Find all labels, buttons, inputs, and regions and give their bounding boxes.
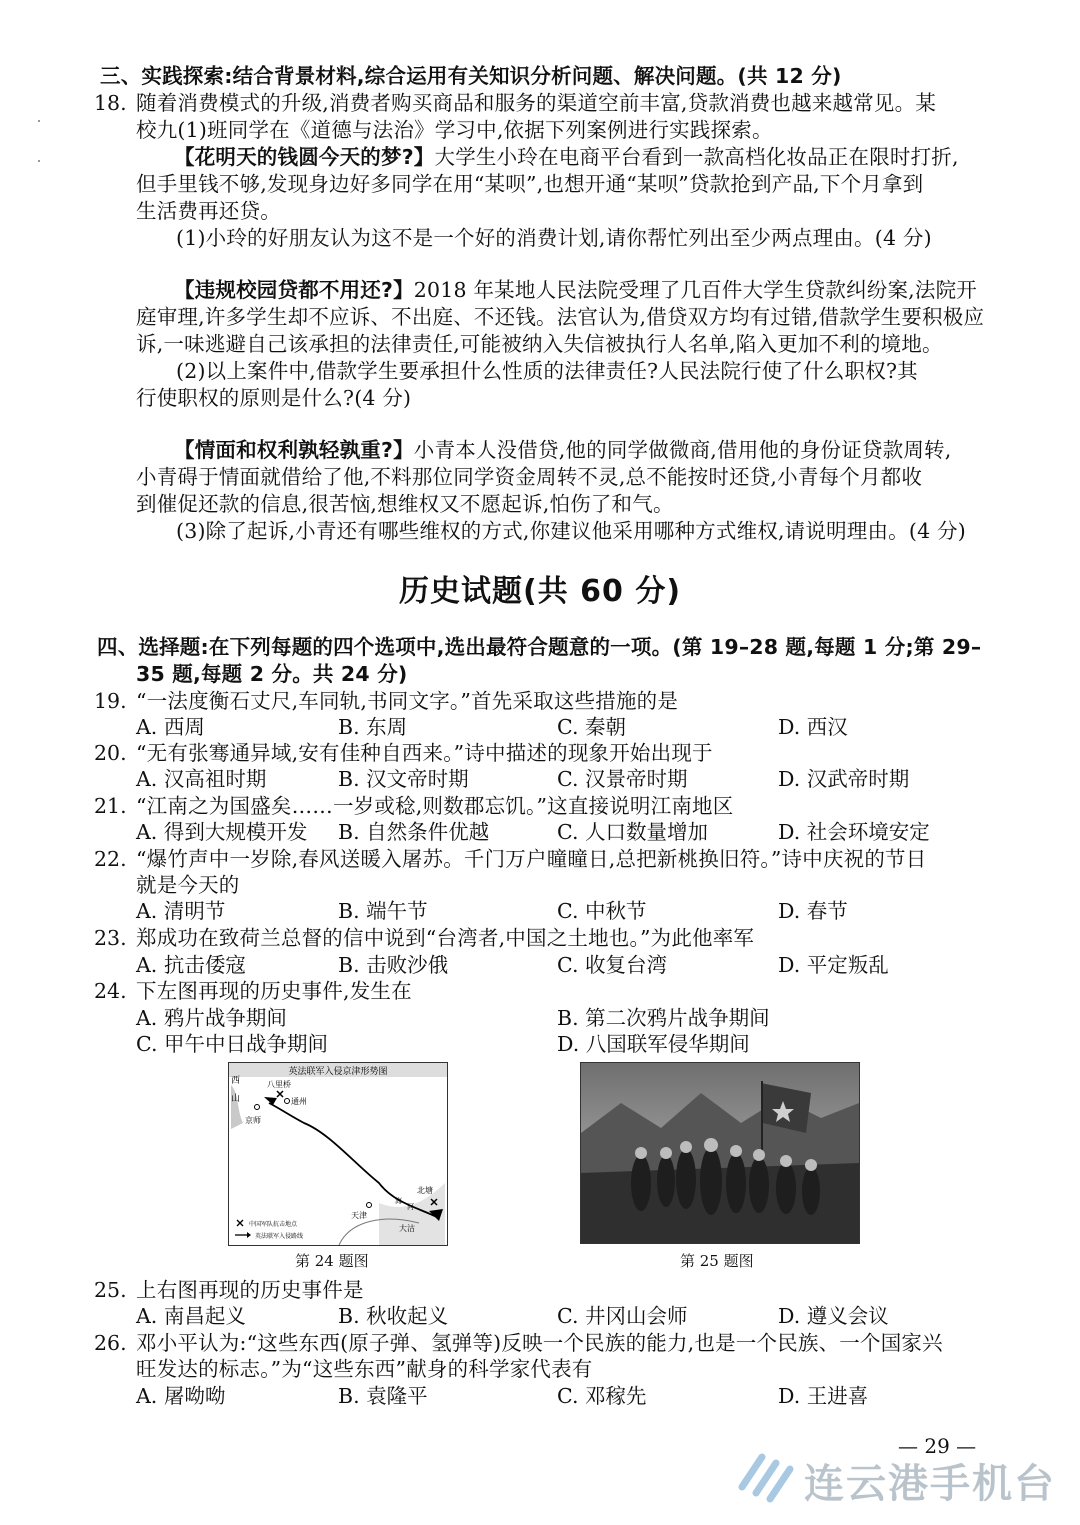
- map-label: 天津: [351, 1211, 367, 1220]
- case-3-text: 小青本人没借贷,他的同学做微商,借用他的身份证贷款周转,: [413, 438, 952, 462]
- scan-speck: [38, 120, 40, 122]
- option-a: A. 西周: [136, 715, 205, 739]
- option-d: D. 社会环境安定: [778, 820, 930, 844]
- case-1-paragraph: [174, 144, 959, 171]
- map-label: 通州: [291, 1097, 307, 1106]
- sub-question-2: (2)以上案件中,借款学生要承担什么性质的法律责任?人民法院行使了什么职权?其: [176, 359, 918, 383]
- map-label: 大沽: [399, 1224, 415, 1233]
- question-number: 24.: [94, 979, 127, 1003]
- section-4-header: 四、选择题:在下列每题的四个选项中,选出最符合题意的一项。(第 19–28 题,每题 1 分;第 29–: [97, 635, 982, 659]
- map-drawing: [229, 1063, 447, 1245]
- question-stem: 邓小平认为:“这些东西(原子弹、氢弹等)反映一个民族的能力,也是一个民族、一个国家兴: [136, 1331, 943, 1355]
- case-2-line: 诉,一味逃避自己该承担的法律责任,可能被纳入失信被执行人名单,陷入更加不利的境地。: [136, 332, 943, 356]
- option-a: A. 抗击倭寇: [136, 953, 246, 977]
- question-number: 25.: [94, 1278, 127, 1302]
- question-number: 20.: [94, 741, 127, 765]
- option-c: C. 中秋节: [557, 899, 647, 923]
- figure-24-map: [228, 1062, 448, 1246]
- option-d: D. 春节: [778, 899, 848, 923]
- option-a: A. 屠呦呦: [136, 1384, 226, 1408]
- question-stem: 上右图再现的历史事件是: [136, 1278, 364, 1302]
- option-b: B. 端午节: [338, 899, 428, 923]
- watermark-text: 连云港手机台: [804, 1461, 1056, 1507]
- q18-stem-line: 随着消费模式的升级,消费者购买商品和服务的渠道空前丰富,贷款消费也越来越常见。某: [136, 91, 937, 115]
- question-stem: “江南之为国盛矣……一岁或稔,则数郡忘饥。”这直接说明江南地区: [136, 794, 734, 818]
- case-2-text: 2018 年某地人民法院受理了几百件大学生贷款纠纷案,法院开: [413, 278, 977, 302]
- option-d: D. 平定叛乱: [778, 953, 889, 977]
- map-label: 北塘: [417, 1186, 433, 1195]
- case-1-title: 【花明天的钱圆今天的梦?】: [174, 145, 435, 169]
- q18-stem-line: 校九(1)班同学在《道德与法治》学习中,依据下列案例进行实践探索。: [136, 118, 773, 142]
- option-c: C. 邓稼先: [557, 1384, 647, 1408]
- sub-question-3: (3)除了起诉,小青还有哪些维权的方式,你建议他采用哪种方式维权,请说明理由。(4 分): [176, 519, 966, 543]
- question-number: 19.: [94, 689, 127, 713]
- sub-question-1: (1)小玲的好朋友认为这不是一个好的消费计划,请你帮忙列出至少两点理由。(4 分): [176, 226, 932, 250]
- question-stem: “爆竹声中一岁除,春风送暖入屠苏。千门万户曈曈日,总把新桃换旧符。”诗中庆祝的节日: [136, 847, 927, 871]
- option-b: B. 秋收起义: [338, 1304, 449, 1328]
- option-a: A. 清明节: [136, 899, 226, 923]
- legend-label: 中国军队抗击地点: [249, 1221, 298, 1228]
- option-a: A. 南昌起义: [136, 1304, 246, 1328]
- map-label: 京师: [245, 1116, 261, 1125]
- option-c: C. 人口数量增加: [557, 820, 708, 844]
- case-3-line: 小青碍于情面就借给了他,不料那位同学资金周转不灵,总不能按时还贷,小青每个月都收: [136, 465, 923, 489]
- option-d: D. 遵义会议: [778, 1304, 889, 1328]
- option-b: B. 袁隆平: [338, 1384, 428, 1408]
- case-1-line: 但手里钱不够,发现身边好多同学在用“某呗”,也想开通“某呗”贷款抢到产品,下个月拿到: [136, 172, 924, 196]
- option-d: D. 王进喜: [778, 1384, 869, 1408]
- figure-24-caption: 第 24 题图: [295, 1252, 369, 1270]
- question-stem: “一法度衡石丈尺,车同轨,书同文字。”首先采取这些措施的是: [136, 689, 679, 713]
- option-d: D. 八国联军侵华期间: [557, 1032, 750, 1056]
- map-label: 海: [395, 1197, 402, 1205]
- map-label: 河: [407, 1203, 414, 1211]
- question-number: 18.: [94, 91, 127, 115]
- option-c: C. 收复台湾: [557, 953, 667, 977]
- question-stem: 郑成功在致荷兰总督的信中说到“台湾者,中国之土地也。”为此他率军: [136, 926, 755, 950]
- section-3-header: 三、实践探索:结合背景材料,综合运用有关知识分析问题、解决问题。(共 12 分): [100, 64, 842, 88]
- option-d: D. 汉武帝时期: [778, 767, 910, 791]
- question-stem-line: 就是今天的: [136, 873, 240, 897]
- option-d: D. 西汉: [778, 715, 848, 739]
- page-number: — 29 —: [898, 1434, 977, 1458]
- option-c: C. 甲午中日战争期间: [136, 1032, 328, 1056]
- map-title: 英法联军入侵京津形势图: [288, 1067, 388, 1077]
- map-label: 山: [231, 1094, 241, 1104]
- watermark-logo-icon: [736, 1447, 800, 1507]
- option-b: B. 击败沙俄: [338, 953, 449, 977]
- scan-speck: [38, 160, 40, 162]
- case-2-line: 庭审理,许多学生却不应诉、不出庭、不还钱。法官认为,借贷双方均有过错,借款学生要积极应: [136, 305, 985, 329]
- case-3-paragraph: [174, 437, 951, 464]
- option-b: B. 汉文帝时期: [338, 767, 469, 791]
- option-b: B. 第二次鸦片战争期间: [557, 1006, 770, 1030]
- case-2-paragraph: [174, 277, 977, 304]
- option-a: A. 得到大规模开发: [136, 820, 308, 844]
- question-number: 23.: [94, 926, 127, 950]
- question-stem: “无有张骞通异域,安有佳种自西来。”诗中描述的现象开始出现于: [136, 741, 713, 765]
- option-b: B. 东周: [338, 715, 408, 739]
- case-1-text: 大学生小玲在电商平台看到一款高档化妆品正在限时打折,: [434, 145, 959, 169]
- question-number: 21.: [94, 794, 127, 818]
- option-a: A. 汉高祖时期: [136, 767, 267, 791]
- map-label: 八里桥: [267, 1080, 291, 1089]
- history-section-title: 历史试题(共 60 分): [398, 574, 682, 609]
- sub-question-2-line: 行使职权的原则是什么?(4 分): [136, 386, 412, 410]
- painting-drawing: [581, 1063, 859, 1243]
- case-3-title: 【情面和权利孰轻孰重?】: [174, 438, 414, 462]
- case-2-title: 【违规校园贷都不用还?】: [174, 278, 414, 302]
- question-number: 22.: [94, 847, 127, 871]
- option-c: C. 井冈山会师: [557, 1304, 688, 1328]
- case-1-line: 生活费再还贷。: [136, 199, 281, 223]
- question-stem-line: 旺发达的标志。”为“这些东西”献身的科学家代表有: [136, 1357, 593, 1381]
- option-c: C. 汉景帝时期: [557, 767, 688, 791]
- option-c: C. 秦朝: [557, 715, 626, 739]
- figure-25-painting: [580, 1062, 860, 1244]
- map-label: 西: [231, 1076, 241, 1086]
- figure-25-caption: 第 25 题图: [680, 1252, 754, 1270]
- question-number: 26.: [94, 1331, 127, 1355]
- question-stem: 下左图再现的历史事件,发生在: [136, 979, 412, 1003]
- case-3-line: 到催促还款的信息,很苦恼,想维权又不愿起诉,怕伤了和气。: [136, 492, 674, 516]
- option-a: A. 鸦片战争期间: [136, 1006, 287, 1030]
- section-4-header-line: 35 题,每题 2 分。共 24 分): [136, 662, 408, 686]
- option-b: B. 自然条件优越: [338, 820, 490, 844]
- legend-label: 英法联军入侵路线: [255, 1233, 304, 1240]
